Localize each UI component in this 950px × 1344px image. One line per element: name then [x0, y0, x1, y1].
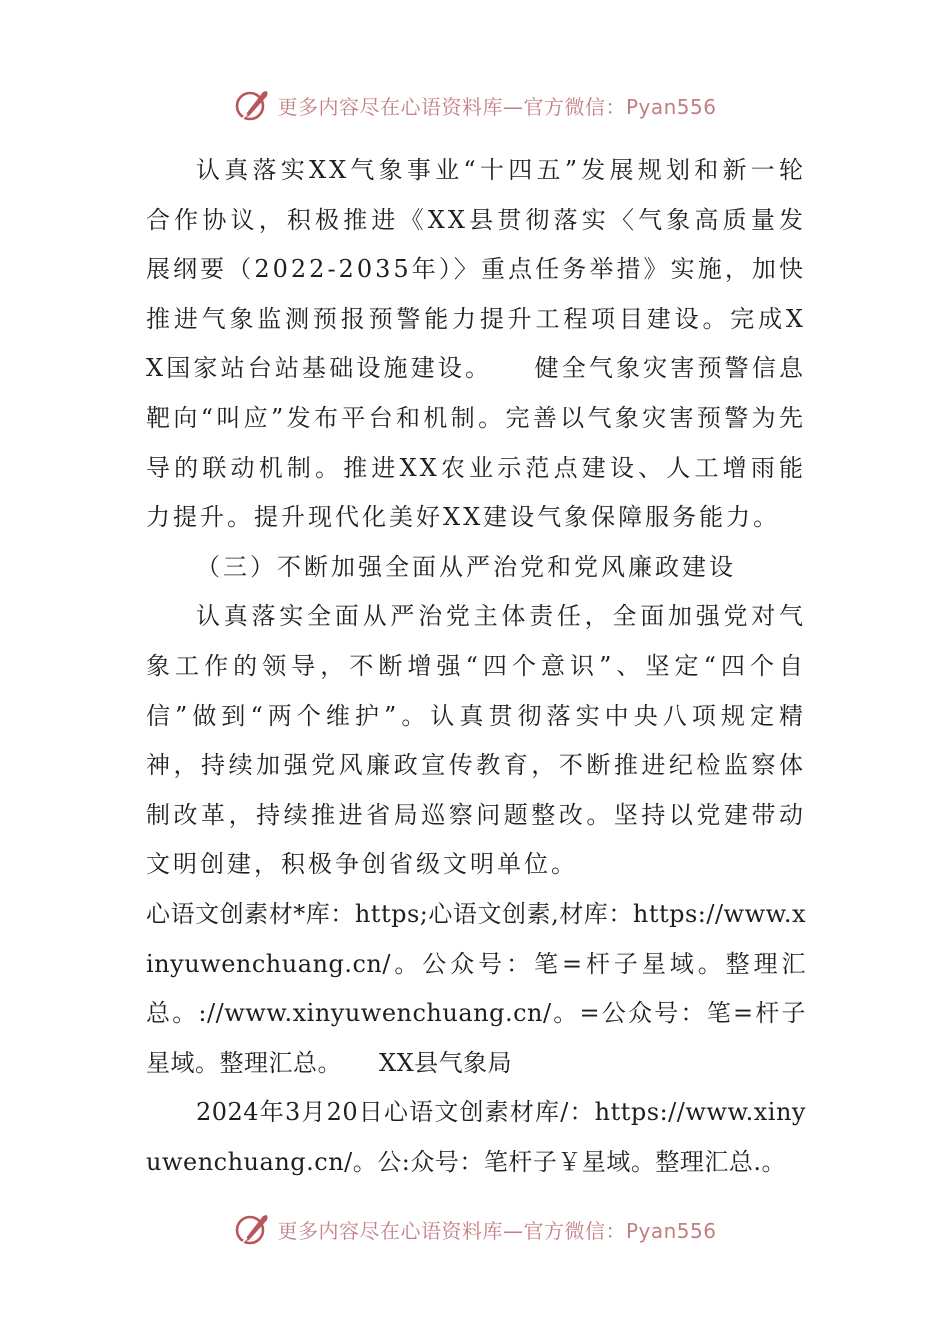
- section-heading: （三）不断加强全面从严治党和党风廉政建设: [196, 552, 736, 581]
- watermark-text: 更多内容尽在心语资料库—官方微信：Pyan556: [277, 1218, 717, 1243]
- paragraph-4: 2024年3月20日心语文创素材库/：https://www.xinyuwenchuang.cn/。公:众号：笔杆子￥星域。整理汇总.。: [146, 1098, 806, 1176]
- paragraph-3: 心语文创素材*库：https;心语文创素,材库：https://www.xinyuwenchuang.cn/。公众号：笔=杆子星域。整理汇总。://www.xinyuwenchuang.cn/。=公众号：笔=杆子星域。整理汇总。 XX县气象局: [146, 899, 806, 1077]
- document-body: [146, 146, 806, 1187]
- watermark-banner-top: [0, 85, 950, 125]
- watermark-text: 更多内容尽在心语资料库—官方微信：Pyan556: [277, 94, 717, 119]
- paragraph-1: 认真落实XX气象事业“十四五”发展规划和新一轮合作协议，积极推进《XX县贯彻落实〈气象高质量发展纲要（2022-2035年）〉重点任务举措》实施，加快推进气象监测预报预警能力提升工程项目建设。完成XX国家站台站基础设施建设。 健全气象灾害预警信息靶向“叫应”发布平台和机制。完善以气象灾害预警为先导的联动机制。推进XX农业示范点建设、人工增雨能力提升。提升现代化美好XX建设气象保障服务能力。: [146, 156, 806, 532]
- quill-pen-icon: [233, 86, 273, 124]
- watermark-banner-bottom: [0, 1209, 950, 1249]
- quill-pen-icon: [233, 1210, 273, 1248]
- paragraph-2: 认真落实全面从严治党主体责任，全面加强党对气象工作的领导，不断增强“四个意识”、坚定“四个自信”做到“两个维护”。认真贯彻落实中央八项规定精神，持续加强党风廉政宣传教育，不断推进纪检监察体制改革，持续推进省局巡察问题整改。坚持以党建带动文明创建，积极争创省级文明单位。: [146, 602, 806, 879]
